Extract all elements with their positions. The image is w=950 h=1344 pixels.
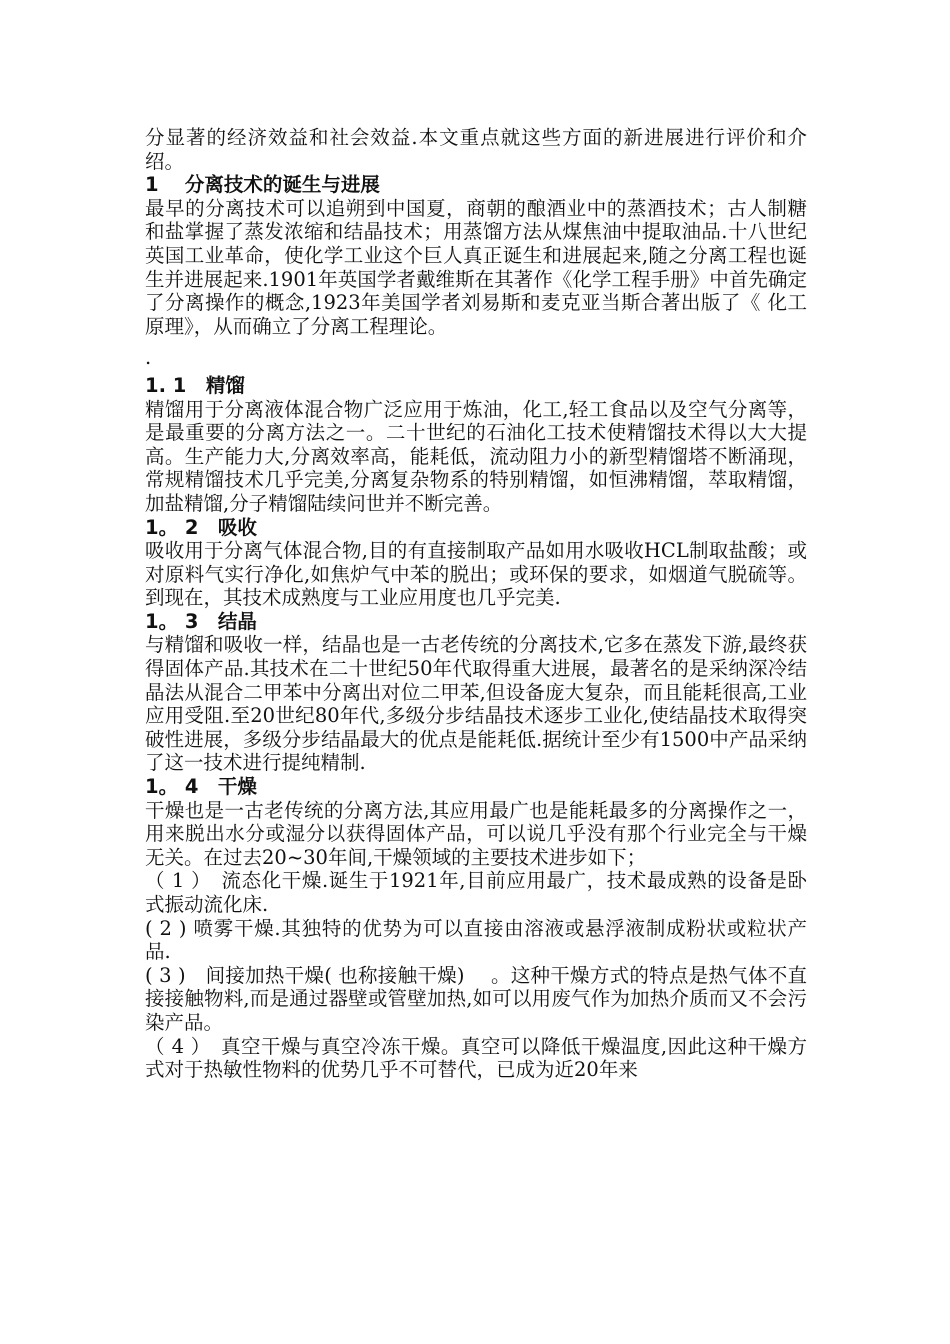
section-1-3-paragraph: 与精馏和吸收一样，结晶也是一古老传统的分离技术,它多在蒸发下游,最终获得固体产品.其技术在二十世纪50年代取得重大进展，最著名的是采纳深冷结晶法从混合二甲苯中分离出对位二甲苯,但设备庞大复杂，而且能耗很高,工业应用受阻.至20世纪80年代,多级分步结晶技术逐步工业化,使结晶技术取得突破性进展，多级分步结晶最大的优点是能耗低.据统计至少有1500中产品采纳了这一技术进行提纯精制. bbox=[145, 633, 807, 775]
section-1-4-paragraph: 干燥也是一古老传统的分离方法,其应用最广也是能耗最多的分离操作之一，用来脱出水分或湿分以获得固体产品，可以说几乎没有那个行业完全与干燥无关。在过去20~30年间,干燥领域的主要技术进步如下； bbox=[145, 798, 807, 869]
drying-item-3: ( 3 ) 间接加热干燥( 也称接触干燥) 。这种干燥方式的特点是热气体不直接接触物料,而是通过器壁或管壁加热,如可以用废气作为加热介质而又不会污染产品。 bbox=[145, 963, 807, 1034]
section-1-heading: 1 分离技术的诞生与进展 bbox=[145, 173, 380, 197]
section-1-1-paragraph: 精馏用于分离液体混合物广泛应用于炼油，化工,轻工食品以及空气分离等，是最重要的分离方法之一。二十世纪的石油化工技术使精馏技术得以大大提高。生产能力大,分离效率高，能耗低，流动阻力小的新型精馏塔不断涌现，常规精馏技术几乎完美,分离复杂物系的特别精馏，如恒沸精馏，萃取精馏，加盐精馏,分子精馏陆续问世并不断完善。 bbox=[145, 397, 807, 515]
document-body bbox=[145, 126, 807, 1082]
drying-item-2: ( 2 ) 喷雾干燥.其独特的优势为可以直接由溶液或悬浮液制成粉状或粒状产品. bbox=[145, 916, 807, 964]
intro-paragraph-tail: 分显著的经济效益和社会效益.本文重点就这些方面的新进展进行评价和介绍。 bbox=[145, 126, 807, 173]
drying-item-1: （ 1 ） 流态化干燥.诞生于1921年,目前应用最广，技术最成熟的设备是卧式振动流化床. bbox=[145, 869, 807, 916]
section-1-1-heading: 1. 1 精馏 bbox=[145, 373, 245, 397]
drying-item-4: （ 4 ） 真空干燥与真空冷冻干燥。真空可以降低干燥温度,因此这种干燥方式对于热敏性物料的优势几乎不可替代，已成为近20年来 bbox=[145, 1034, 807, 1082]
section-1-3-heading: 1。 3 结晶 bbox=[145, 609, 257, 633]
section-1-paragraph: 最早的分离技术可以追朔到中国夏，商朝的酿酒业中的蒸酒技术；古人制糖和盐掌握了蒸发浓缩和结晶技术；用蒸馏方法从煤焦油中提取油品.十八世纪英国工业革命，使化学工业这个巨人真正诞生和进展起来,随之分离工程也诞生并进展起来.1901年英国学者戴维斯在其著作《化学工程手册》中首先确定了分离操作的概念,1923年美国学者刘易斯和麦克亚当斯合著出版了《 化工原理》，从而确立了分离工程理论。 bbox=[145, 196, 807, 338]
section-1-2-paragraph: 吸收用于分离气体混合物,目的有直接制取产品如用水吸收HCL制取盐酸；或对原料气实行净化,如焦炉气中苯的脱出；或环保的要求，如烟道气脱硫等。到现在，其技术成熟度与工业应用度也几乎完美. bbox=[145, 539, 807, 610]
section-1-4-heading: 1。 4 干燥 bbox=[145, 775, 257, 799]
stray-separator-dot: . bbox=[145, 346, 152, 370]
section-1-2-heading: 1。 2 吸收 bbox=[145, 515, 257, 539]
